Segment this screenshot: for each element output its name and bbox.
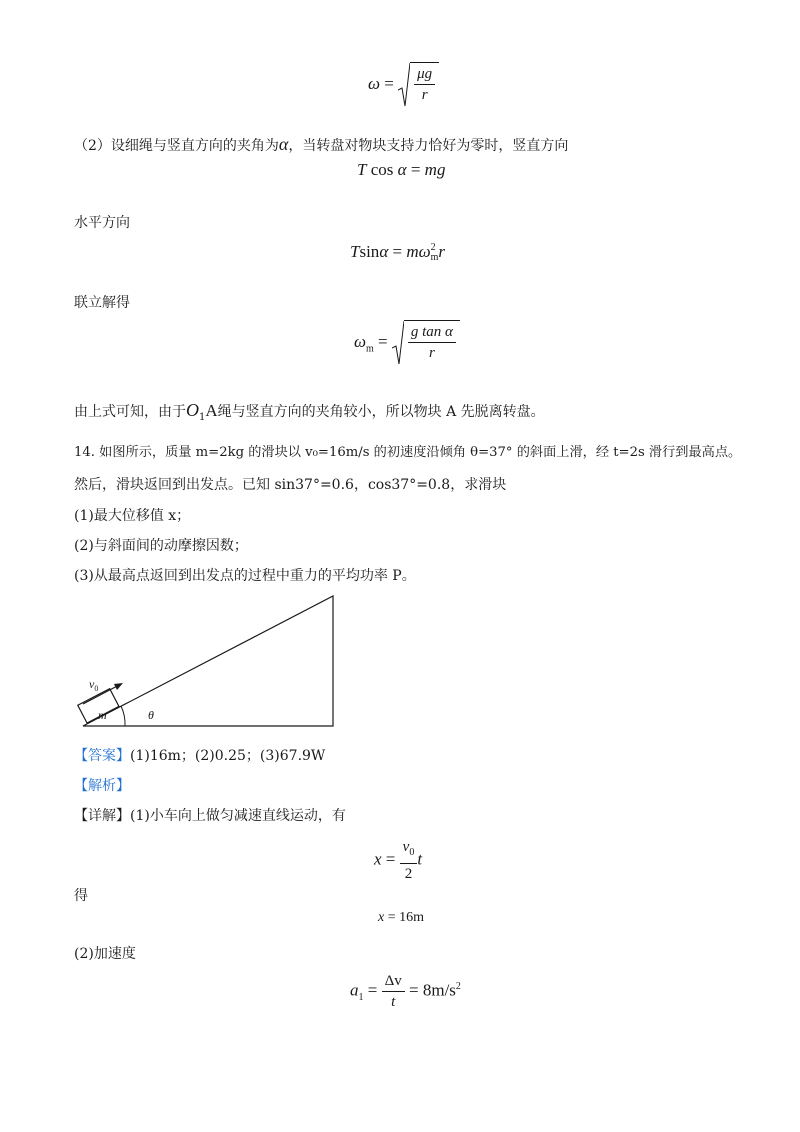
conclusion-prefix: 由上式可知，由于 xyxy=(74,404,186,420)
question-14-item3: (3)从最高点返回到出发点的过程中重力的平均功率 P。 xyxy=(74,568,416,584)
detail-text: (1)小车向上做匀减速直线运动，有 xyxy=(130,808,346,824)
equals-sign-2: = xyxy=(409,980,419,1000)
subscript: 1 xyxy=(358,991,364,1003)
part2-suffix: ，当转盘对物块支持力恰好为零时，竖直方向 xyxy=(288,138,569,154)
question-14-item2: (2)与斜面间的动摩擦因数； xyxy=(74,538,248,554)
fraction-denominator: 2 xyxy=(404,866,413,882)
answer-tag: 【答案】 xyxy=(74,748,130,764)
x-symbol: x xyxy=(374,849,382,869)
x-symbol: x xyxy=(378,910,385,925)
o-symbol: O xyxy=(186,400,199,420)
incline-triangle xyxy=(83,596,333,726)
velocity-label: $v_0$ xyxy=(89,677,99,693)
tension-symbol: T xyxy=(357,160,367,179)
a-symbol: a xyxy=(350,980,359,1000)
radius-symbol: r xyxy=(438,242,446,261)
text-de: 得 xyxy=(74,888,88,904)
text-combine: 联立解得 xyxy=(74,295,130,311)
equals-sign: = xyxy=(392,242,403,261)
angle-arc xyxy=(121,706,125,726)
fraction-numerator: μg xyxy=(414,65,435,85)
omega-symbol: ω xyxy=(354,331,367,351)
part2-text xyxy=(74,134,568,156)
analysis-tag: 【解析】 xyxy=(74,778,130,794)
mg-term: mg xyxy=(424,160,446,179)
conclusion-suffix: 绳与竖直方向的夹角较小，所以物块 A 先脱离转盘。 xyxy=(217,404,545,420)
superscript: 2 xyxy=(455,980,461,992)
equals-sign: = xyxy=(384,73,394,93)
subscript: m xyxy=(366,343,374,355)
omega-symbol: ω xyxy=(368,73,381,93)
subscript: 0 xyxy=(409,847,415,858)
fraction-denominator: t xyxy=(391,994,396,1010)
subscript: 1 xyxy=(199,411,206,423)
equation-horizontal xyxy=(350,242,445,263)
equation-x xyxy=(374,838,422,883)
sqrt-sign xyxy=(392,320,460,366)
equation-omega-m xyxy=(354,320,460,366)
tension-symbol: T xyxy=(350,242,360,261)
question-14-line1: 14. 如图所示，质量 m=2kg 的滑块以 v₀=16m/s 的初速度沿倾角 θ=37° 的斜面上滑，经 t=2s 滑行到最高点。 xyxy=(74,445,742,460)
equals-sign: = xyxy=(410,160,421,179)
block-label: m xyxy=(98,708,107,722)
fraction-numerator: g tan α xyxy=(408,323,456,343)
question-14-item1: (1)最大位移值 x； xyxy=(74,508,191,524)
angle-label: θ xyxy=(148,708,154,722)
superscript: 2 xyxy=(430,242,436,254)
equation-vertical xyxy=(357,160,445,180)
equals-sign: = xyxy=(385,849,396,869)
equals-sign: = xyxy=(367,980,378,1000)
part2-prefix: （2）设细绳与竖直方向的夹角为 xyxy=(74,138,279,154)
equation-acceleration xyxy=(350,972,461,1011)
acceleration-value: 8m/s xyxy=(422,980,456,1000)
detail-tag: 【详解】 xyxy=(74,808,130,824)
t-symbol: t xyxy=(417,849,423,869)
sin-function: sin xyxy=(359,242,380,261)
equals-sign: = xyxy=(378,331,388,351)
a-symbol: A xyxy=(205,401,218,420)
fraction-denominator: r xyxy=(421,87,428,103)
answer-line xyxy=(74,746,325,766)
text-horizontal: 水平方向 xyxy=(74,215,130,231)
equals-sign: = xyxy=(387,910,396,925)
analysis-line xyxy=(74,776,130,796)
detail-line xyxy=(74,806,346,826)
subscript: m xyxy=(430,252,439,264)
velocity-arrowhead xyxy=(114,683,123,690)
answer-text: (1)16m；(2)0.25；(3)67.9W xyxy=(130,748,326,764)
alpha-symbol: α xyxy=(278,134,289,154)
cos-function: cos xyxy=(370,160,394,179)
mass-symbol: m xyxy=(406,242,419,261)
equation-x-value xyxy=(378,910,424,926)
fraction-numerator: Δv xyxy=(382,972,405,992)
sqrt-sign xyxy=(398,62,439,108)
alpha-symbol: α xyxy=(397,160,407,179)
conclusion-text xyxy=(74,400,545,428)
omega-symbol: ω xyxy=(418,242,431,261)
fraction-denominator: r xyxy=(428,345,435,361)
equation-omega xyxy=(368,62,439,108)
alpha-symbol: α xyxy=(379,242,389,261)
incline-figure xyxy=(75,590,345,735)
x-value: 16m xyxy=(399,910,425,925)
question-14-line2: 然后，滑块返回到出发点。已知 sin37°=0.6，cos37°=0.8，求滑块 xyxy=(74,477,507,493)
v-symbol: v xyxy=(402,839,410,855)
text-acceleration: (2)加速度 xyxy=(74,946,136,962)
